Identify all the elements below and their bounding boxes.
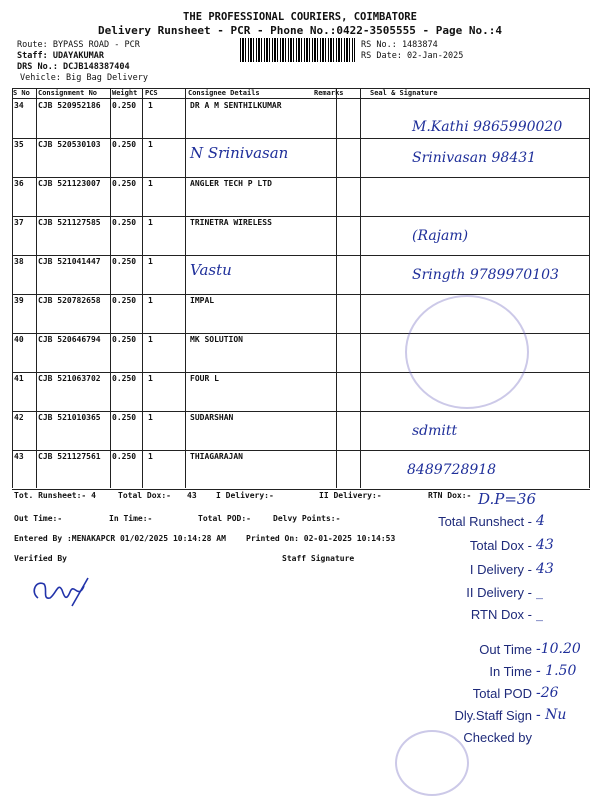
consignment-cell: CJB 520952186 [38, 101, 101, 110]
rs-number: RS No.: 1483874 [361, 40, 438, 50]
runsheet-title: THE PROFESSIONAL COURIERS, COIMBATORE [183, 11, 417, 23]
consignment-cell: CJB 521123007 [38, 179, 101, 188]
col-seal-signature: Seal & Signature [370, 89, 438, 97]
consignment-cell: CJB 520782658 [38, 296, 101, 305]
sno-cell: 43 [14, 452, 24, 461]
staff-signature-label: Staff Signature [282, 554, 355, 563]
consignee-cell: MK SOLUTION [190, 335, 243, 344]
weight-cell: 0.250 [112, 296, 137, 305]
sno-cell: 40 [14, 335, 24, 344]
entered-by: Entered By :MENAKAPCR 01/02/2025 10:14:28 AM [14, 534, 226, 543]
i-delivery-label: I Delivery:- [216, 491, 274, 500]
sno-cell: 35 [14, 140, 24, 149]
pcs-cell: 1 [148, 218, 153, 227]
handwritten-value: 43 [536, 561, 554, 577]
tot-runsheet: Tot. Runsheet:- 4 [14, 491, 96, 500]
verified-signature-icon [28, 572, 98, 612]
weight-cell: 0.250 [112, 452, 137, 461]
drs-number: DRS No.: DCJB148387404 [17, 62, 130, 72]
col-pcs: PCS [145, 89, 158, 97]
weight-cell: 0.250 [112, 374, 137, 383]
consignee-cell: TRINETRA WIRELESS [190, 218, 272, 227]
handwritten-signature: M.Kathi 9865990020 [412, 119, 563, 135]
route-text: Route: BYPASS ROAD - PCR [17, 40, 140, 50]
handwritten-label: RTN Dox - [470, 607, 532, 622]
table-row [12, 411, 590, 450]
handwritten-value: 43 [536, 537, 554, 553]
table-row [12, 138, 590, 177]
handwritten-signature: Srinivasan 98431 [412, 150, 537, 166]
total-pod-label: Total POD:- [198, 514, 251, 523]
handwritten-value: - 1.50 [536, 663, 577, 679]
handwritten-label: Out Time [479, 642, 532, 657]
sno-cell: 42 [14, 413, 24, 422]
verified-by: Verified By [14, 554, 67, 563]
consignee-cell: FOUR L [190, 374, 219, 383]
rs-date: RS Date: 02-Jan-2025 [361, 51, 464, 61]
consignment-cell: CJB 521041447 [38, 257, 101, 266]
vehicle-text: Vehicle: Big Bag Delivery [20, 73, 148, 83]
handwritten-value: -26 [536, 685, 559, 701]
staff-text: Staff: UDAYAKUMAR [17, 51, 104, 61]
table-row [12, 177, 590, 216]
runsheet-table [12, 88, 590, 488]
table-row [12, 216, 590, 255]
col-sno: S No [13, 89, 30, 97]
handwritten-value: _ [536, 606, 543, 622]
consignment-cell: CJB 521127561 [38, 452, 101, 461]
handwritten-value: 4 [536, 513, 545, 529]
total-dox-label: Total Dox:- [118, 491, 171, 500]
sno-cell: 36 [14, 179, 24, 188]
table-row [12, 450, 590, 489]
handwritten-consignee: N Srinivasan [190, 144, 289, 162]
consignee-cell: IMPAL [190, 296, 215, 305]
consignment-cell: CJB 521010365 [38, 413, 101, 422]
col-remarks: Remarks [314, 89, 344, 97]
handwritten-label: In Time [489, 664, 532, 679]
weight-cell: 0.250 [112, 140, 137, 149]
handwritten-value: _ [536, 584, 543, 600]
weight-cell: 0.250 [112, 257, 137, 266]
ii-delivery-label: II Delivery:- [319, 491, 382, 500]
table-row [12, 255, 590, 294]
sno-cell: 34 [14, 101, 24, 110]
delvy-points-label: Delvy Points:- [273, 514, 341, 523]
sno-cell: 41 [14, 374, 24, 383]
handwritten-label: Total Dox - [469, 538, 532, 553]
handwritten-signature: Sringth 9789970103 [412, 267, 559, 283]
pcs-cell: 1 [148, 374, 153, 383]
consignee-cell: ANGLER TECH P LTD [190, 179, 272, 188]
printed-on: Printed On: 02-01-2025 10:14:53 [246, 534, 396, 543]
total-dox-value: 43 [187, 491, 197, 500]
pcs-cell: 1 [148, 140, 153, 149]
consignment-cell: CJB 521063702 [38, 374, 101, 383]
handwritten-label: Checked by [463, 730, 532, 745]
pcs-cell: 1 [148, 452, 153, 461]
weight-cell: 0.250 [112, 218, 137, 227]
pcs-cell: 1 [148, 296, 153, 305]
col-consignment: Consignment No [38, 89, 98, 97]
weight-cell: 0.250 [112, 101, 137, 110]
sno-cell: 39 [14, 296, 24, 305]
consignment-cell: CJB 521127585 [38, 218, 101, 227]
handwritten-label: I Delivery - [469, 562, 532, 577]
handwritten-consignee: Vastu [190, 261, 232, 279]
barcode-image [240, 38, 355, 62]
col-consignee: Consignee Details [188, 89, 260, 97]
handwritten-signature: 8489728918 [407, 462, 497, 478]
weight-cell: 0.250 [112, 413, 137, 422]
handwritten-signature: (Rajam) [412, 228, 469, 244]
handwritten-label: Total POD [472, 686, 532, 701]
pcs-cell: 1 [148, 413, 153, 422]
bottom-stamp-icon [395, 730, 469, 796]
seal-stamp-icon [405, 295, 529, 409]
out-time-label: Out Time:- [14, 514, 63, 523]
consignment-cell: CJB 520530103 [38, 140, 101, 149]
handwritten-label: II Delivery - [466, 585, 532, 600]
pcs-cell: 1 [148, 179, 153, 188]
col-weight: Weight [112, 89, 138, 97]
consignee-cell: DR A M SENTHILKUMAR [190, 101, 282, 110]
consignment-cell: CJB 520646794 [38, 335, 101, 344]
runsheet-subtitle: Delivery Runsheet - PCR - Phone No.:0422-3505555 - Page No.:4 [98, 24, 502, 37]
handwritten-value: - Nu [536, 707, 567, 723]
consignee-cell: THIAGARAJAN [190, 452, 243, 461]
in-time-label: In Time:- [109, 514, 153, 523]
handwritten-label: Dly.Staff Sign [454, 708, 532, 723]
handwritten-label: Total Runshect - [438, 514, 532, 529]
handwritten-signature: sdmitt [412, 423, 458, 439]
weight-cell: 0.250 [112, 335, 137, 344]
consignee-cell: SUDARSHAN [190, 413, 234, 422]
pcs-cell: 1 [148, 101, 153, 110]
sno-cell: 37 [14, 218, 24, 227]
rtn-dox-label: RTN Dox:- [428, 491, 472, 500]
pcs-cell: 1 [148, 335, 153, 344]
dp-note: D.P=36 [478, 490, 537, 508]
sno-cell: 38 [14, 257, 24, 266]
handwritten-value: -10.20 [536, 641, 581, 657]
pcs-cell: 1 [148, 257, 153, 266]
weight-cell: 0.250 [112, 179, 137, 188]
table-row [12, 99, 590, 138]
